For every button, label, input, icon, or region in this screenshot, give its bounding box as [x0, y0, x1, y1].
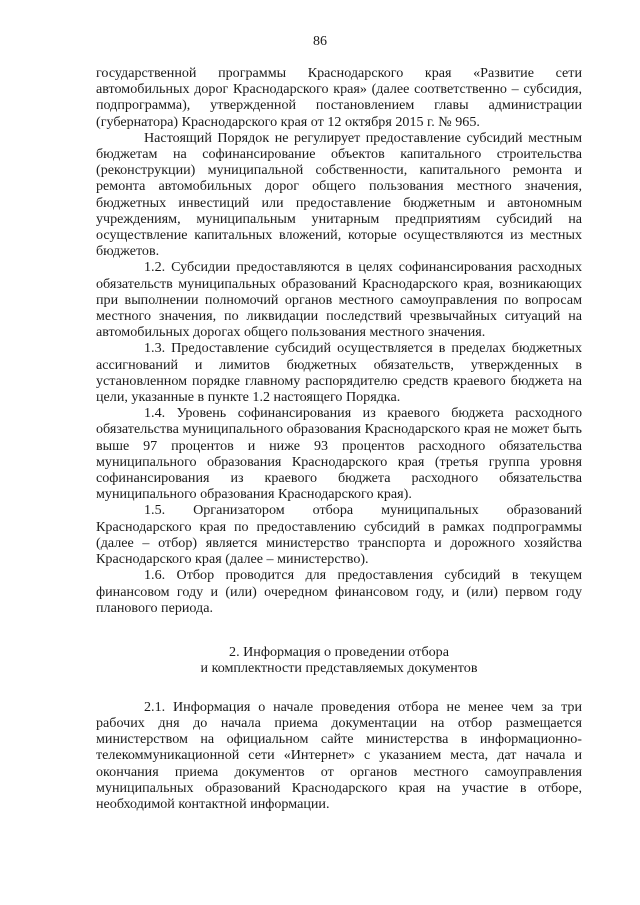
paragraph-scope-note: Настоящий Порядок не регулирует предоставление субсидий местным бюджетам на софинансирование объектов капитального строительства (реконструкции) муниципальной собственности, капитального ремонта и ремонта автомобильных дорог общего пользования местного значения, бюджетных инвестиций или предоставление бюджетным и автономным учреждениям, муниципальным унитарным предприятиям субсидий на осуществление капитальных вложений, которые осуществляются из местных бюджетов. — [96, 129, 582, 260]
paragraph-1-5: 1.5. Организатором отбора муниципальных образований Краснодарского края по предоставлению субсидий в рамках подпрограммы (далее – отбор) является министерство транспорта и дорожного хозяйства Краснодарского края (далее – министерство). — [96, 502, 582, 568]
section-heading-line-1: 2. Информация о проведении отбора — [229, 643, 449, 660]
section-heading-line-2: и комплектности представляемых документов — [200, 660, 478, 677]
paragraph-1-2: 1.2. Субсидии предоставляются в целях софинансирования расходных обязательств муниципальных образований Краснодарского края, возникающих при выполнении полномочий органов местного самоуправления по вопросам местного значения, по ликвидации последствий чрезвычайных ситуаций на автомобильных дорогах общего пользования местного значения. — [96, 259, 582, 341]
paragraph-1-3: 1.3. Предоставление субсидий осуществляется в пределах бюджетных ассигнований и лимитов бюджетных обязательств, утвержденных в установленном порядке главному распорядителю средств краевого бюджета на цели, указанные в пункте 1.2 настоящего Порядка. — [96, 340, 582, 406]
paragraph-continuation: государственной программы Краснодарского края «Развитие сети автомобильных дорог Краснодарского края» (далее соответственно – субсидия, подпрограмма), утвержденной постановлением главы администрации (губернатора) Краснодарского края от 12 октября 2015 г. № 965. — [96, 65, 582, 130]
paragraph-1-4: 1.4. Уровень софинансирования из краевого бюджета расходного обязательства муниципального образования Краснодарского края не может быть выше 97 процентов и ниже 93 процентов расходного обязательства муниципального образования Краснодарского края (третья группа уровня софинансирования из краевого бюджета расходного обязательства муниципального образования Краснодарского края). — [96, 405, 582, 503]
paragraph-1-6: 1.6. Отбор проводится для предоставления субсидий в текущем финансовом году и (или) очередном финансовом году, и (или) первом году планового периода. — [96, 567, 582, 616]
paragraph-2-1: 2.1. Информация о начале проведения отбора не менее чем за три рабочих дня до начала приема документации на отбор размещается министерством на официальном сайте министерства в информационно-телекоммуникационной сети «Интернет» с указанием места, дат начала и окончания приема документов от органов местного самоуправления муниципальных образований Краснодарского края на участие в отборе, необходимой контактной информации. — [96, 698, 582, 812]
document-body — [96, 65, 582, 812]
page-number: 86 — [313, 34, 327, 49]
section-heading — [96, 644, 582, 677]
